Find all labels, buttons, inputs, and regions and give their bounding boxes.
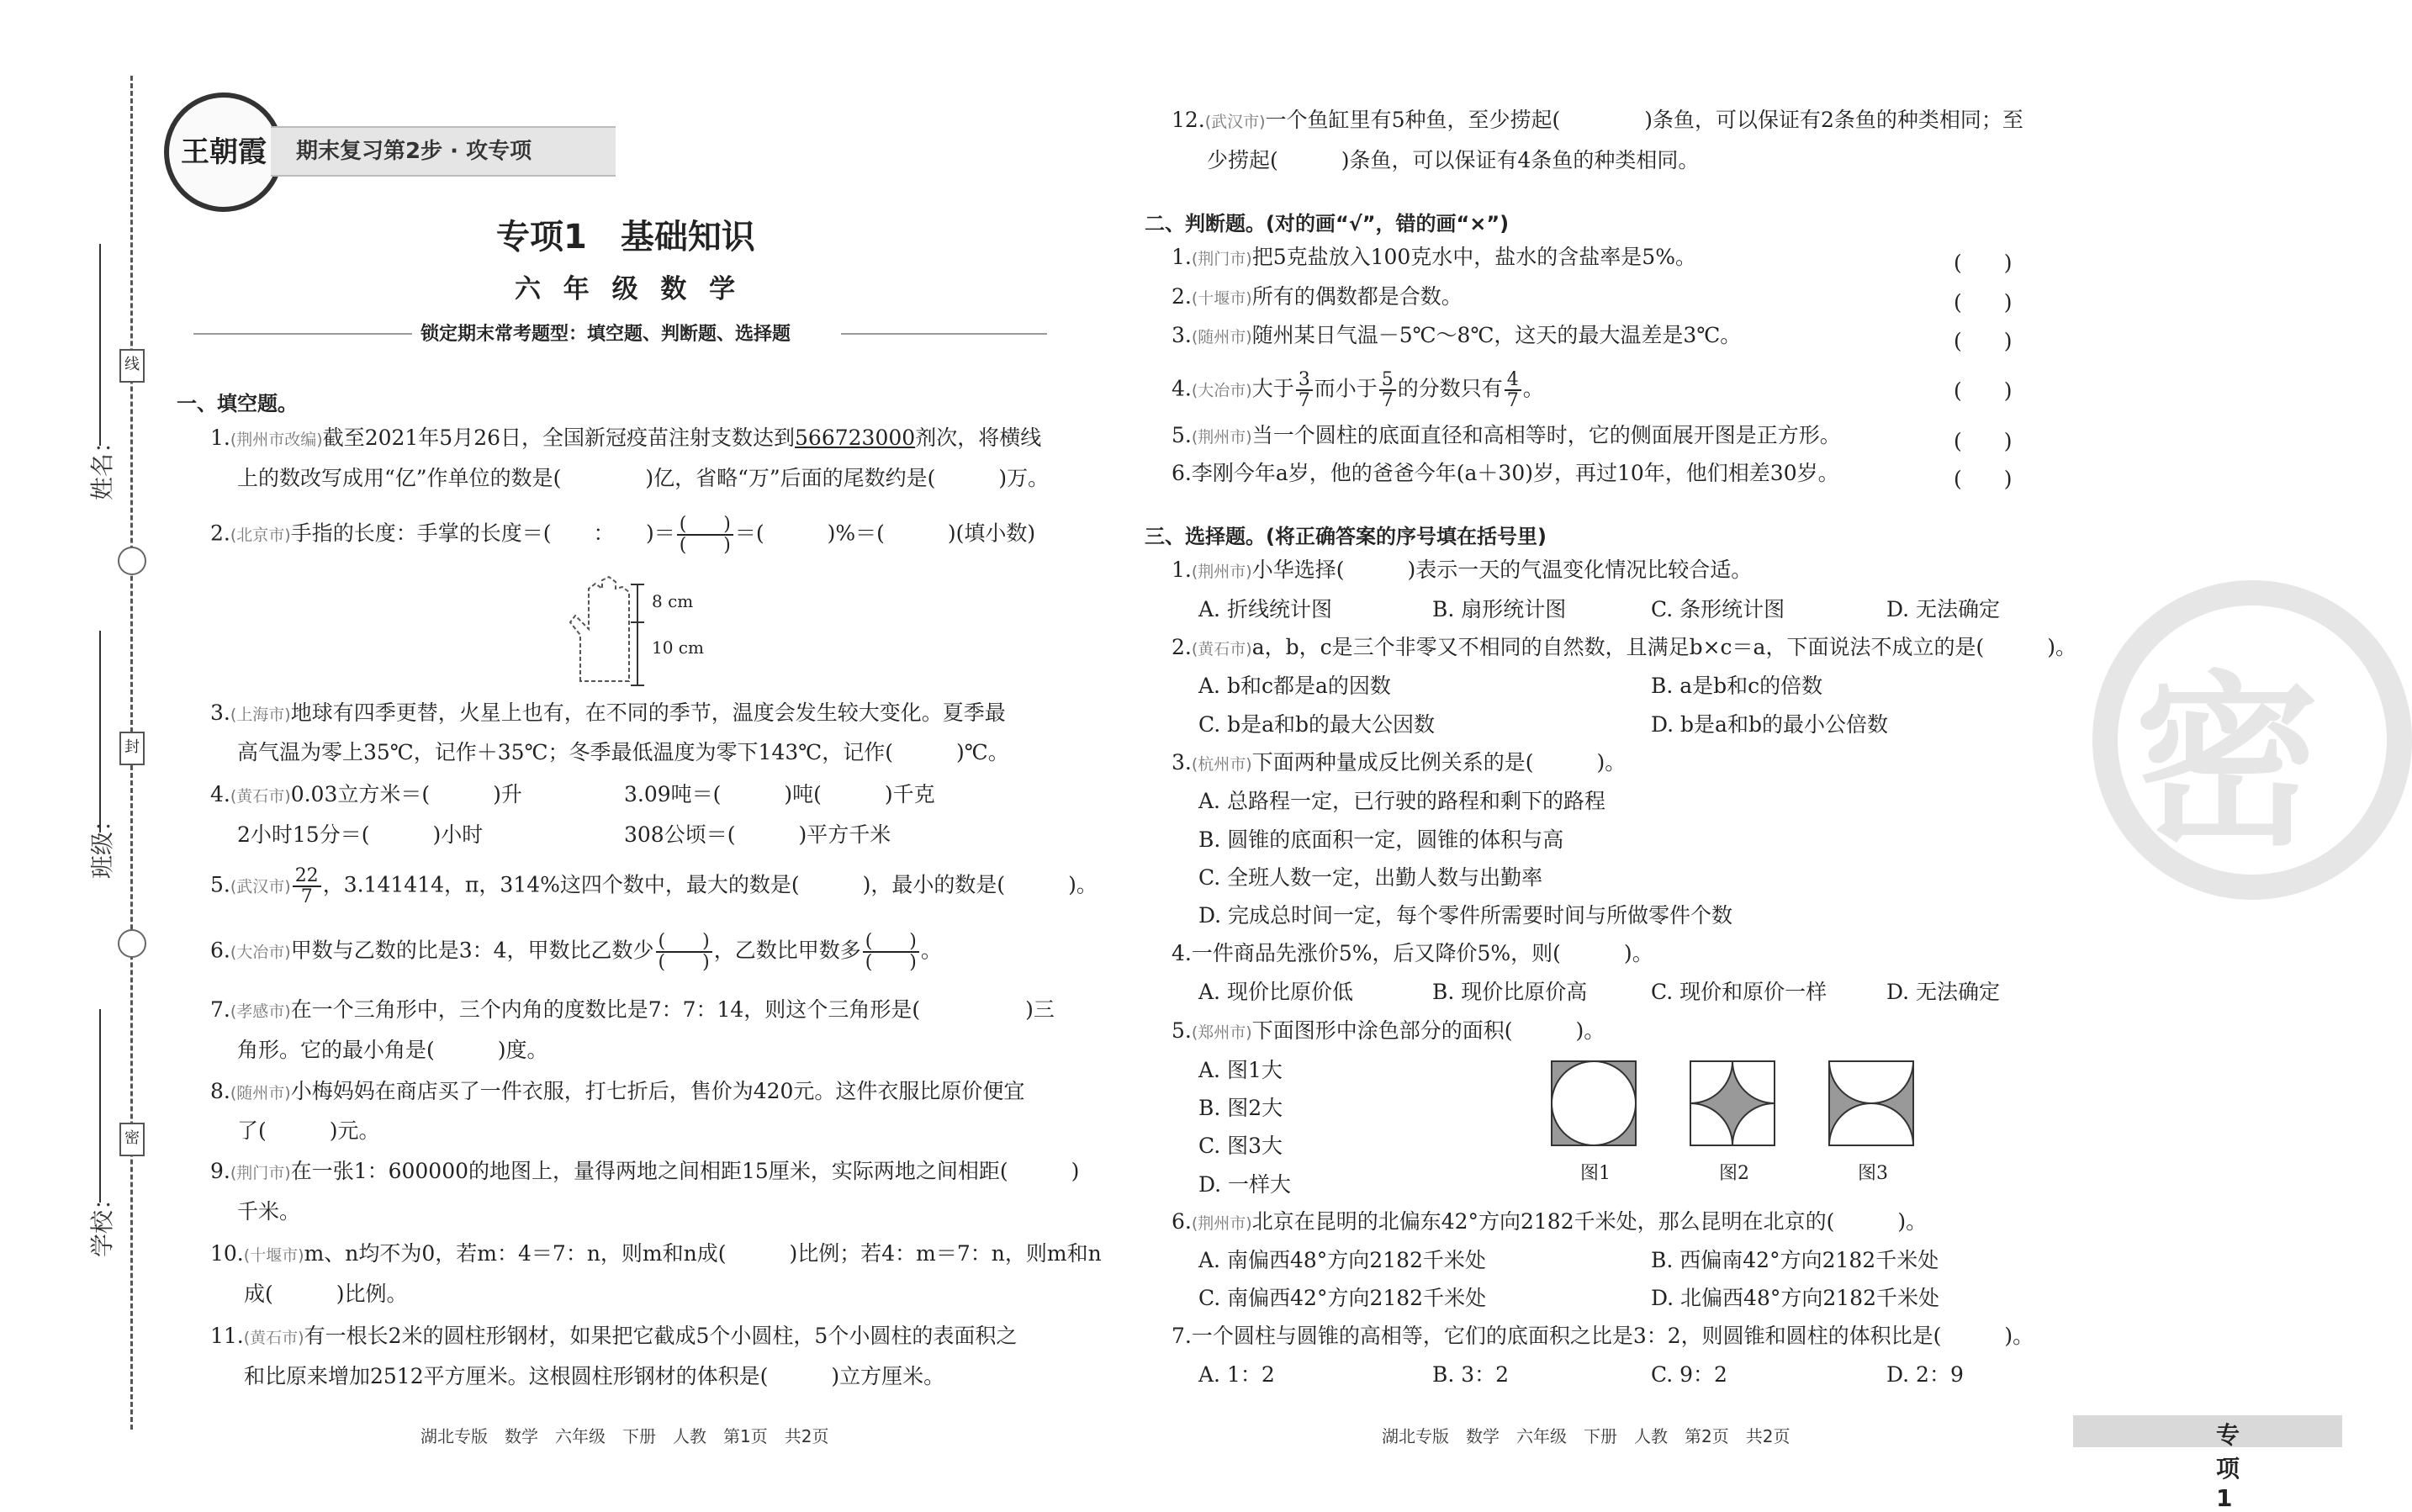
choice-3: 3.(杭州市)下面两种量成反比例关系的是( )。 <box>1172 750 1627 775</box>
judge-3: 3.(随州市)随州某日气温－5℃～8℃，这天的最大温差是3℃。 <box>1172 323 1742 347</box>
corner-label: 专项1 <box>2216 1421 2240 1512</box>
choice-4-opt-d: D. 无法确定 <box>1886 980 2001 1004</box>
question-4: 4.(黄石市)0.03立方米＝( )升 <box>210 782 522 806</box>
stage-banner: 期末复习第2步 · 攻专项 <box>271 126 616 177</box>
choice-7-opt-b: B. 3：2 <box>1432 1362 1510 1387</box>
question-3-line2: 高气温为零上35℃，记作＋35℃；冬季最低温度为零下143℃，记作( )℃。 <box>237 740 1009 764</box>
question-1: 1.(荆州市改编)截至2021年5月26日，全国新冠疫苗注射支数达到566723000剂次，将横线 <box>210 426 1042 450</box>
choice-3-opt-b: B. 圆锥的底面积一定，圆锥的体积与高 <box>1198 827 1564 852</box>
choice-7-opt-c: C. 9：2 <box>1651 1362 1727 1387</box>
hand-figure <box>563 572 732 690</box>
page-subtitle: 六 年 级 数 学 <box>515 274 743 304</box>
figure-2 <box>1690 1061 1775 1145</box>
choice-2-opt-d: D. b是a和b的最小公倍数 <box>1651 712 1888 737</box>
choice-1-opt-d: D. 无法确定 <box>1886 597 2001 621</box>
logo-text: 王朝霞 <box>181 135 267 169</box>
binding-mark-xian: 线 <box>119 349 145 383</box>
choice-4-opt-b: B. 现价比原价高 <box>1432 980 1588 1004</box>
choice-2: 2.(黄石市)a，b，c是三个非零又不相同的自然数，且满足b×c＝a，下面说法不成立的是( )。 <box>1172 635 2076 659</box>
judge-3-answer[interactable]: ( ) <box>1954 329 2013 353</box>
right-page <box>1062 0 2320 1512</box>
judge-5-answer[interactable]: ( ) <box>1954 429 2013 453</box>
name-label: 姓名： <box>88 429 116 500</box>
figure-1-label: 图1 <box>1580 1163 1611 1184</box>
choice-6-opt-c: C. 南偏西42°方向2182千米处 <box>1198 1286 1487 1310</box>
choice-1: 1.(荆州市)小华选择( )表示一天的气温变化情况比较合适。 <box>1172 558 1753 582</box>
figure-3-label: 图3 <box>1858 1163 1888 1184</box>
left-page <box>0 0 1102 1504</box>
corner-tab <box>2073 1415 2342 1447</box>
choice-2-opt-a: A. b和c都是a的因数 <box>1198 674 1391 698</box>
name-underline <box>99 244 101 446</box>
question-4-c: 2小时15分＝( )小时 <box>237 822 484 847</box>
hand-outline-icon <box>570 577 629 681</box>
choice-6-opt-d: D. 北偏西48°方向2182千米处 <box>1651 1286 1939 1310</box>
question-1-line2: 上的数改写成用“亿”作单位的数是( )亿，省略“万”后面的尾数约是( )万。 <box>237 466 1050 490</box>
question-7-line2: 角形。它的最小角是( )度。 <box>237 1038 548 1062</box>
figure-1 <box>1552 1061 1636 1145</box>
question-4-b: 3.09吨＝( )吨( )千克 <box>624 782 935 806</box>
question-9-line2: 千米。 <box>237 1199 301 1224</box>
section-choice: 三、选择题。(将正确答案的序号填在括号里) <box>1145 525 1547 548</box>
question-10: 10.(十堰市)m、n均不为0，若m：4＝7：n，则m和n成( )比例；若4：m＝7：n，则m和n <box>210 1241 1102 1266</box>
question-3: 3.(上海市)地球有四季更替，火星上也有，在不同的季节，温度会发生较大变化。夏季最 <box>210 700 1006 725</box>
choice-7-opt-a: A. 1：2 <box>1198 1362 1275 1387</box>
school-underline <box>99 1009 101 1203</box>
choice-1-opt-c: C. 条形统计图 <box>1651 597 1785 621</box>
brand-logo <box>164 93 283 212</box>
choice-5-opt-a: A. 图1大 <box>1198 1058 1283 1082</box>
question-type-line: 锁定期末常考题型：填空题、判断题、选择题 <box>421 323 791 345</box>
figure-3 <box>1829 1061 1913 1145</box>
judge-6-answer[interactable]: ( ) <box>1954 467 2013 491</box>
choice-7: 7.一个圆柱与圆锥的高相等，它们的底面积之比是3：2，则圆锥和圆柱的体积比是( )。 <box>1172 1324 2034 1348</box>
choice-6: 6.(荆州市)北京在昆明的北偏东42°方向2182千米处，那么昆明在北京的( )。 <box>1172 1209 1928 1234</box>
choice-3-opt-c: C. 全班人数一定，出勤人数与出勤率 <box>1198 865 1543 890</box>
question-8: 8.(随州市)小梅妈妈在商店买了一件衣服，打七折后，售价为420元。这件衣服比原价便宜 <box>210 1079 1025 1103</box>
class-label: 班级： <box>88 807 116 879</box>
judge-6: 6.李刚今年a岁，他的爸爸今年(a＋30)岁，再过10年，他们相差30岁。 <box>1172 461 1839 485</box>
binding-seal-icon <box>118 547 146 575</box>
divider <box>193 333 412 335</box>
choice-5-opt-d: D. 一样大 <box>1198 1172 1292 1197</box>
choice-7-opt-d: D. 2：9 <box>1886 1362 1964 1387</box>
judge-4: 4.(大冶市)大于 $\frac{3}{7}$ 而小于 $\frac{5}{7}$ 的分数只有 $\frac{4}{7}$ 。 <box>1172 369 1544 412</box>
choice-4-opt-a: A. 现价比原价低 <box>1198 980 1353 1004</box>
measure-8cm: 8 cm <box>652 591 694 611</box>
binding-mark-feng: 封 <box>119 732 145 765</box>
choice-4-opt-c: C. 现价和原价一样 <box>1651 980 1828 1004</box>
question-10-line2: 成( )比例。 <box>244 1282 408 1306</box>
choice-5-opt-c: C. 图3大 <box>1198 1134 1283 1158</box>
judge-1-answer[interactable]: ( ) <box>1954 251 2013 275</box>
question-9: 9.(荆门市)在一张1：600000的地图上，量得两地之间相距15厘米，实际两地之间相距( ) <box>210 1159 1080 1183</box>
page-title: 专项1 基础知识 <box>496 218 755 256</box>
binding-seal-icon <box>118 929 146 958</box>
binding-mark-mi: 密 <box>119 1123 145 1156</box>
footer-right: 湖北专版 数学 六年级 下册 人教 第2页 共2页 <box>1382 1426 1790 1446</box>
question-5: 5.(武汉市) $\frac{22}{7}$ ，3.141414，π，314%这四个数中，最大的数是( )，最小的数是( )。 <box>210 865 1098 908</box>
section-judge: 二、判断题。(对的画“√”，错的画“×”) <box>1145 212 1510 235</box>
divider <box>841 333 1047 335</box>
choice-2-opt-b: B. a是b和c的倍数 <box>1651 674 1823 698</box>
choice-1-opt-b: B. 扇形统计图 <box>1432 597 1567 621</box>
choice-6-opt-a: A. 南偏西48°方向2182千米处 <box>1198 1248 1486 1272</box>
question-8-line2: 了( )元。 <box>237 1118 380 1143</box>
class-underline <box>99 631 101 833</box>
judge-4-answer[interactable]: ( ) <box>1954 378 2013 403</box>
choice-5: 5.(郑州市)下面图形中涂色部分的面积( )。 <box>1172 1018 1605 1043</box>
section-fill-blank: 一、填空题。 <box>177 392 298 415</box>
question-11-line2: 和比原来增加2512平方厘米。这根圆柱形钢材的体积是( )立方厘米。 <box>244 1364 945 1388</box>
judge-1: 1.(荆门市)把5克盐放入100克水中，盐水的含盐率是5%。 <box>1172 245 1696 269</box>
question-12: 12.(武汉市)一个鱼缸里有5种鱼，至少捞起( )条鱼，可以保证有2条鱼的种类相同；至 <box>1172 108 2023 132</box>
question-11: 11.(黄石市)有一根长2米的圆柱形钢材，如果把它截成5个小圆柱，5个小圆柱的表面积之 <box>210 1324 1018 1348</box>
choice-6-opt-b: B. 西偏南42°方向2182千米处 <box>1651 1248 1939 1272</box>
school-label: 学校： <box>88 1186 116 1257</box>
question-2: 2.(北京市)手指的长度：手掌的长度＝( ： )＝ $\frac{( )}{( )}$ ＝( )%＝( )(填小数) <box>210 514 1036 557</box>
judge-5: 5.(荆州市)当一个圆柱的底面直径和高相等时，它的侧面展开图是正方形。 <box>1172 423 1841 447</box>
judge-2: 2.(十堰市)所有的偶数都是合数。 <box>1172 284 1463 309</box>
choice-5-opt-b: B. 图2大 <box>1198 1096 1283 1120</box>
footer-left: 湖北专版 数学 六年级 下册 人教 第1页 共2页 <box>421 1426 829 1446</box>
shaded-figures <box>1550 1060 1920 1152</box>
question-12-line2: 少捞起( )条鱼，可以保证有4条鱼的种类相同。 <box>1207 148 1700 172</box>
question-6: 6.(大冶市)甲数与乙数的比是3：4，甲数比乙数少 $\frac{( )}{( )}$ ，乙数比甲数多 $\frac{( )}{( )}$ 。 <box>210 931 942 974</box>
question-7: 7.(孝感市)在一个三角形中，三个内角的度数比是7：7：14，则这个三角形是( )三 <box>210 997 1055 1022</box>
measure-10cm: 10 cm <box>652 637 704 658</box>
choice-3-opt-a: A. 总路程一定，已行驶的路程和剩下的路程 <box>1198 789 1605 813</box>
judge-2-answer[interactable]: ( ) <box>1954 290 2013 315</box>
choice-2-opt-c: C. b是a和b的最大公因数 <box>1198 712 1436 737</box>
choice-3-opt-d: D. 完成总时间一定，每个零件所需要时间与所做零件个数 <box>1198 903 1733 928</box>
figure-2-label: 图2 <box>1719 1163 1749 1184</box>
watermark-char: 密 <box>2134 655 2320 870</box>
question-4-d: 308公顷＝( )平方千米 <box>624 822 891 847</box>
choice-4: 4.一件商品先涨价5%，后又降价5%，则( )。 <box>1172 941 1653 965</box>
choice-1-opt-a: A. 折线统计图 <box>1198 597 1332 621</box>
